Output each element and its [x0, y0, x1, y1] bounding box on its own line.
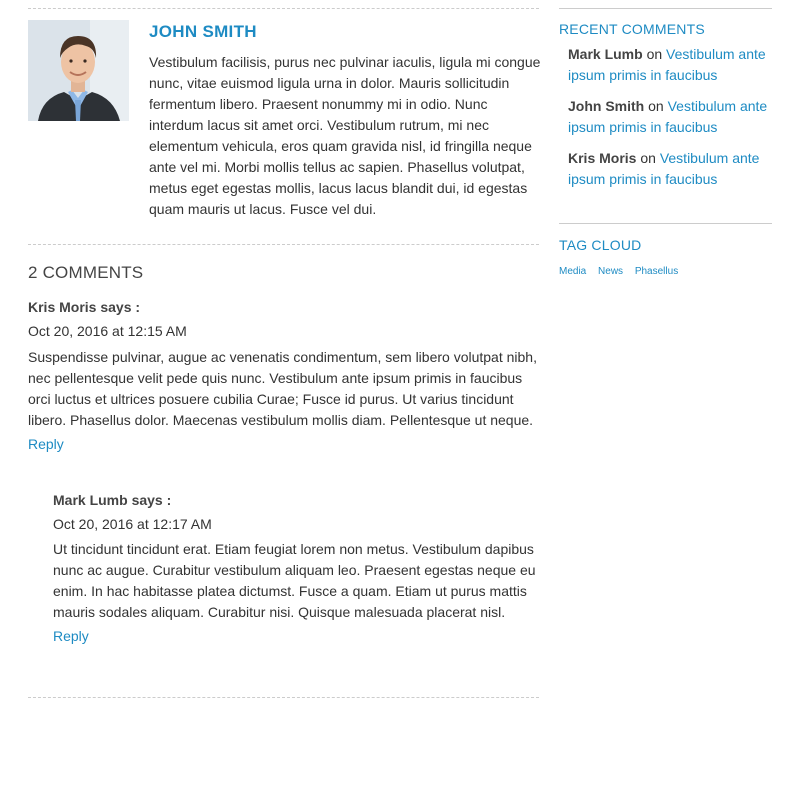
- comments-heading: 2 COMMENTS: [28, 263, 144, 282]
- comment-text: Suspendisse pulvinar, augue ac venenatis condimentum, sem libero volutpat nibh, nec pellentesque velit pede quis nunc. Vestibulum ante ipsum primis in faucibus orci luctus et ultrices posuere cubilia Curae; Fusce id purus. Ut varius tincidunt libero. Phasellus dolor. Maecenas vestibulum mollis diam. Pellentesque ut neque.: [28, 349, 537, 428]
- divider-top: [28, 8, 539, 9]
- recent-comment-link[interactable]: Vestibulum ante ipsum primis in faucibus: [568, 98, 768, 135]
- author-bio: Vestibulum facilisis, purus nec pulvinar iaculis, ligula mi congue nunc, vitae euismod ligula urna in dolor. Mauris sollicitudin fermentum libero. Praesent nonummy mi in odio. Nunc interdum lacus sit amet orci. Vestibulum rutrum, mi nec elementum vehicula, eros quam gravida nisl, id fringilla neque ante vel mi. Morbi mollis tellus ac sapien. Phasellus volutpat, metus eget egestas mollis, lacus lacus blandit dui, id egestas quam mauris ut lacus. Fusce vel dui.: [149, 54, 541, 217]
- recent-comments-list: [568, 44, 778, 200]
- recent-comment-link[interactable]: Vestibulum ante ipsum primis in faucibus: [568, 150, 760, 187]
- recent-comments-title: RECENT COMMENTS: [559, 21, 705, 37]
- recent-comment-item: [568, 96, 778, 138]
- sidebar-rule: [559, 8, 772, 9]
- recent-comment-author: John Smith: [568, 98, 645, 114]
- comment-date: Oct 20, 2016 at 12:17 AM: [53, 516, 212, 532]
- sidebar-rule: [559, 223, 772, 224]
- recent-comment-link[interactable]: Vestibulum ante ipsum primis in faucibus: [568, 46, 766, 83]
- author-avatar: [28, 20, 129, 121]
- recent-comment-on: on: [640, 150, 656, 166]
- tag-news[interactable]: News: [598, 266, 624, 277]
- reply-link[interactable]: Reply: [53, 628, 89, 644]
- tag-cloud: [559, 265, 687, 279]
- comment-text: Ut tincidunt tincidunt erat. Etiam feugiat lorem non metus. Vestibulum dapibus nunc ac augue. Curabitur vestibulum aliquam leo. Praesent egestas neque eu enim. In hac habitasse platea dictumst. Fusce a quam. Etiam ut purus mattis mauris sodales aliquam. Curabitur nisi. Quisque malesuada placerat nisl.: [53, 541, 536, 620]
- comment-author: Kris Moris says :: [28, 299, 141, 315]
- recent-comment-item: [568, 44, 778, 86]
- comment: [28, 298, 543, 454]
- recent-comment-on: on: [648, 98, 664, 114]
- comment-date: Oct 20, 2016 at 12:15 AM: [28, 323, 187, 339]
- comment-reply-nested: [53, 491, 543, 646]
- recent-comment-author: Kris Moris: [568, 150, 637, 166]
- tag-phasellus[interactable]: Phasellus: [634, 266, 679, 277]
- comment-author: Mark Lumb says :: [53, 492, 172, 508]
- author-name: JOHN SMITH: [149, 22, 257, 41]
- recent-comment-author: Mark Lumb: [568, 46, 643, 62]
- person-photo-icon: [28, 20, 129, 121]
- tag-cloud-title: TAG CLOUD: [559, 237, 642, 253]
- recent-comment-on: on: [646, 46, 663, 62]
- divider-bottom: [28, 697, 539, 698]
- divider-middle: [28, 244, 539, 245]
- recent-comment-item: [568, 148, 778, 190]
- tag-media[interactable]: Media: [559, 266, 587, 277]
- reply-link[interactable]: Reply: [28, 436, 64, 452]
